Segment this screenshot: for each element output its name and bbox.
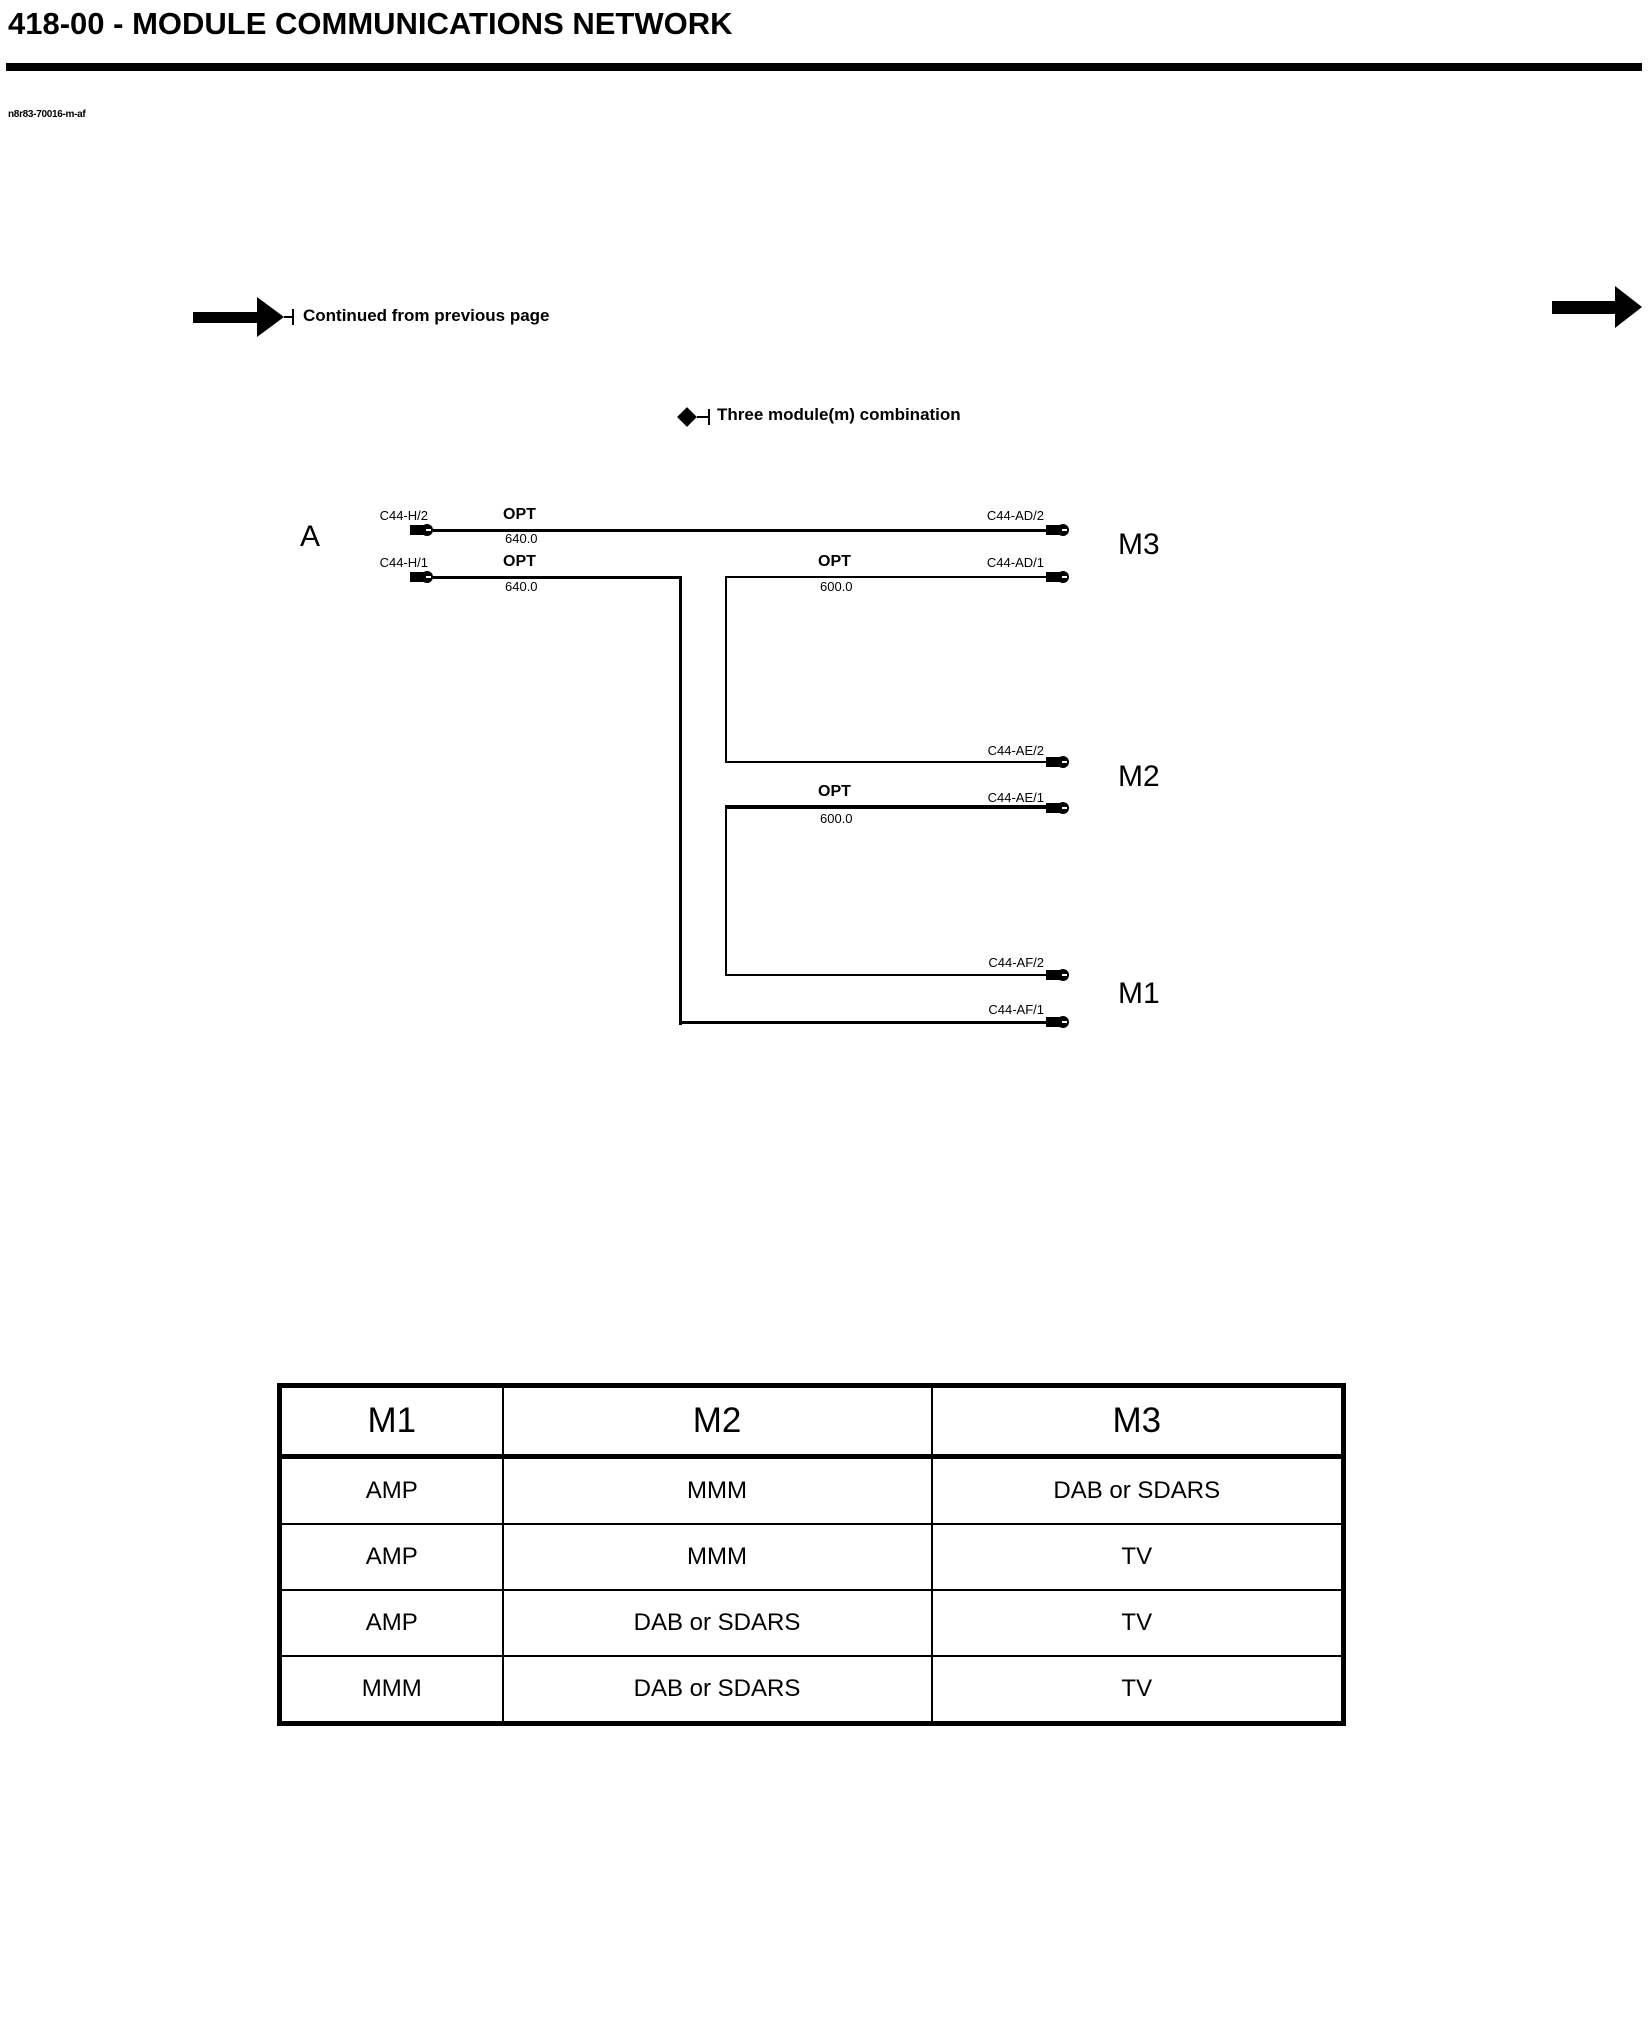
wire-to-af2: [725, 974, 1048, 976]
connector-label-c44-ae2: C44-AE/2: [987, 743, 1044, 758]
table-cell: MMM: [503, 1524, 932, 1590]
wire-ae1-top: [725, 805, 1048, 809]
wire-ad1-ae2-vertical: [725, 576, 727, 763]
wire-length-label: 640.0: [505, 531, 538, 546]
connector-label-c44-af1: C44-AF/1: [988, 1002, 1044, 1017]
table-cell: DAB or SDARS: [503, 1656, 932, 1724]
module-label-m2: M2: [1118, 760, 1160, 793]
connector-label-c44-ad1: C44-AD/1: [986, 555, 1044, 570]
connector-label-c44-h2: C44-H/2: [379, 508, 428, 523]
wire-type-label: OPT: [503, 553, 536, 570]
table-header-cell: M1: [280, 1386, 503, 1457]
next-page-arrow-icon: [1552, 301, 1616, 314]
wire-h1-horizontal: [433, 576, 682, 579]
table-header-cell: M2: [503, 1386, 932, 1457]
continued-arrow-icon: [193, 312, 257, 323]
page-title: 418-00 - MODULE COMMUNICATIONS NETWORK: [8, 6, 733, 41]
connector-c44-af1-icon: [1046, 1016, 1070, 1028]
table-row: [280, 1590, 1344, 1656]
connector-c44-ae1-icon: [1046, 802, 1070, 814]
wire-h1-vertical: [679, 576, 682, 1025]
table-cell: TV: [932, 1656, 1344, 1724]
wire-type-label: OPT: [818, 553, 851, 570]
wire-type-label: OPT: [503, 506, 536, 523]
wire-length-label: 600.0: [820, 811, 853, 826]
continued-arrow-terminal: [292, 309, 294, 325]
title-divider: [6, 63, 1642, 71]
connector-c44-ad1-icon: [1046, 571, 1070, 583]
table-cell: MMM: [503, 1457, 932, 1525]
wire-length-label: 640.0: [505, 579, 538, 594]
wire-type-label: OPT: [818, 783, 851, 800]
connector-label-c44-h1: C44-H/1: [379, 555, 428, 570]
connector-c44-h2-icon: [410, 524, 434, 536]
module-label-m3: M3: [1118, 528, 1160, 561]
module-label-m1: M1: [1118, 977, 1160, 1010]
table-cell: AMP: [280, 1590, 503, 1656]
three-module-combination-label: Three module(m) combination: [717, 405, 961, 424]
table-header-cell: M3: [932, 1386, 1344, 1457]
table-row: [280, 1457, 1344, 1525]
table-cell: MMM: [280, 1656, 503, 1724]
connector-c44-ae2-icon: [1046, 756, 1070, 768]
table-cell: TV: [932, 1524, 1344, 1590]
connector-label-c44-ae1: C44-AE/1: [987, 790, 1044, 805]
table-row: [280, 1524, 1344, 1590]
table-cell: AMP: [280, 1457, 503, 1525]
table-cell: AMP: [280, 1524, 503, 1590]
connector-c44-ad2-icon: [1046, 524, 1070, 536]
wire-length-label: 600.0: [820, 579, 853, 594]
wire-to-ae2: [725, 761, 1048, 763]
wire-ad1-top: [725, 576, 1048, 578]
connector-c44-h1-icon: [410, 571, 434, 583]
combination-table-body: [280, 1457, 1344, 1724]
diamond-terminal: [708, 409, 710, 425]
continued-from-previous-page-label: Continued from previous page: [303, 306, 550, 325]
diamond-icon: [677, 407, 697, 427]
diamond-tick: [697, 416, 708, 418]
connector-label-c44-ad2: C44-AD/2: [986, 508, 1044, 523]
next-page-arrow-head-icon: [1615, 286, 1642, 328]
module-combination-table: [277, 1383, 1346, 1726]
table-cell: DAB or SDARS: [932, 1457, 1344, 1525]
table-row: [280, 1656, 1344, 1724]
document-code: n8r83-70016-m-af: [8, 109, 86, 120]
table-header-row: [280, 1386, 1344, 1457]
table-cell: TV: [932, 1590, 1344, 1656]
connector-label-c44-af2: C44-AF/2: [988, 955, 1044, 970]
continued-arrow-head-icon: [257, 297, 284, 337]
wire-h1-to-af1: [679, 1021, 1048, 1024]
connector-c44-af2-icon: [1046, 969, 1070, 981]
source-node-label: A: [300, 520, 321, 553]
wire-ae1-af2-vertical: [725, 805, 727, 976]
table-cell: DAB or SDARS: [503, 1590, 932, 1656]
